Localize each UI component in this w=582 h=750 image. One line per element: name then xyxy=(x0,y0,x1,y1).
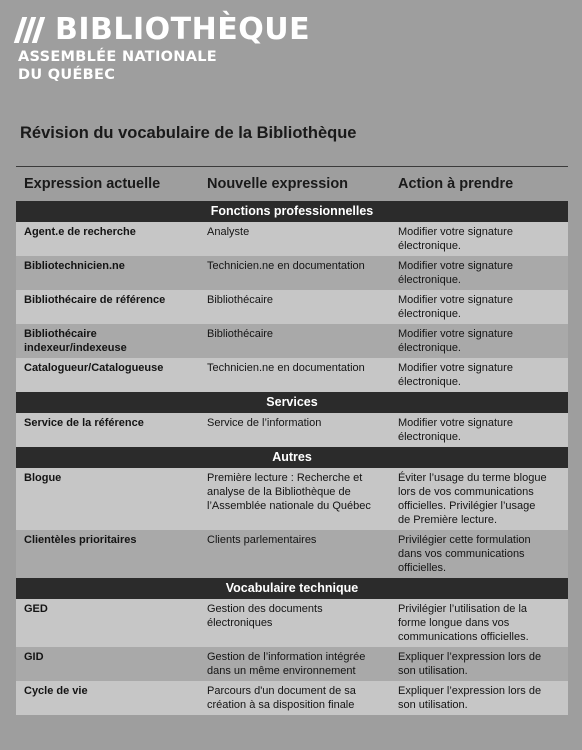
cell-action: Modifier votre signature électronique. xyxy=(398,260,513,286)
logo-subtitle-line2: DU QUÉBEC xyxy=(18,67,116,83)
table-row xyxy=(16,413,568,447)
cell-current-expression: Service de la référence xyxy=(24,417,144,429)
header-new-expression: Nouvelle expression xyxy=(207,176,349,192)
cell-action: Privilégier l’utilisation de la forme longue dans vos communications officielles. xyxy=(398,603,529,643)
cell-new-expression: Bibliothécaire xyxy=(207,328,274,340)
cell-current-expression: Bibliothécaire indexeur/indexeuse xyxy=(24,328,127,354)
table-row xyxy=(16,599,568,647)
cell-current-expression: Clientèles prioritaires xyxy=(24,534,137,546)
vocabulary-table xyxy=(16,167,568,715)
cell-new-expression: Gestion de l’information intégrée dans un même environnement xyxy=(207,651,366,677)
table-row xyxy=(16,222,568,256)
table-row xyxy=(16,358,568,392)
section-heading: Services xyxy=(16,392,568,413)
cell-new-expression: Analyste xyxy=(207,226,250,238)
cell-action: Privilégier cette formulation dans vos communications officielles. xyxy=(398,534,531,574)
cell-new-expression: Service de l’information xyxy=(207,417,322,429)
cell-new-expression: Gestion des documents électroniques xyxy=(207,603,323,629)
library-logo xyxy=(18,12,310,84)
cell-current-expression: GID xyxy=(24,651,44,663)
cell-current-expression: Bibliothécaire de référence xyxy=(24,294,166,306)
cell-current-expression: Catalogueur/Catalogueuse xyxy=(24,362,164,374)
cell-action: Modifier votre signature électronique. xyxy=(398,328,513,354)
cell-current-expression: Bibliotechnicien.ne xyxy=(24,260,125,272)
cell-new-expression: Bibliothécaire xyxy=(207,294,274,306)
table-row xyxy=(16,468,568,530)
cell-current-expression: GED xyxy=(24,603,48,615)
header-action: Action à prendre xyxy=(398,176,514,192)
table-header xyxy=(16,167,568,201)
section-heading: Fonctions professionnelles xyxy=(16,201,568,222)
table-row xyxy=(16,324,568,358)
section-heading: Autres xyxy=(16,447,568,468)
cell-new-expression: Technicien.ne en documentation xyxy=(207,362,365,374)
logo-subtitle-line1: ASSEMBLÉE NATIONALE xyxy=(18,49,217,65)
cell-new-expression: Clients parlementaires xyxy=(207,534,317,546)
cell-action: Modifier votre signature électronique. xyxy=(398,362,513,388)
document-title: Révision du vocabulaire de la Bibliothèque xyxy=(20,124,357,142)
table-row xyxy=(16,290,568,324)
header-current-expression: Expression actuelle xyxy=(24,176,161,192)
cell-new-expression: Technicien.ne en documentation xyxy=(207,260,365,272)
table-row xyxy=(16,530,568,578)
table-row xyxy=(16,647,568,681)
table-body xyxy=(16,201,568,715)
cell-action: Éviter l’usage du terme blogue lors de vos communications officielles. Privilégier l’usage de Première lecture. xyxy=(398,472,547,526)
cell-new-expression: Parcours d'un document de sa création à sa disposition finale xyxy=(207,685,356,711)
cell-action: Expliquer l’expression lors de son utilisation. xyxy=(398,651,542,677)
cell-current-expression: Agent.e de recherche xyxy=(24,226,136,238)
cell-action: Modifier votre signature électronique. xyxy=(398,417,513,443)
cell-action: Modifier votre signature électronique. xyxy=(398,226,513,252)
logo-title: BIBLIOTHÈQUE xyxy=(55,12,311,47)
cell-current-expression: Cycle de vie xyxy=(24,685,88,697)
cell-action: Modifier votre signature électronique. xyxy=(398,294,513,320)
table-row xyxy=(16,681,568,715)
section-heading: Vocabulaire technique xyxy=(16,578,568,599)
cell-current-expression: Blogue xyxy=(24,472,62,484)
cell-action: Expliquer l’expression lors de son utilisation. xyxy=(398,685,542,711)
logo-mark-icon xyxy=(18,17,45,43)
table-row xyxy=(16,256,568,290)
cell-new-expression: Première lecture : Recherche et analyse de la Bibliothèque de l’Assemblée nationale du Québec xyxy=(207,472,371,512)
